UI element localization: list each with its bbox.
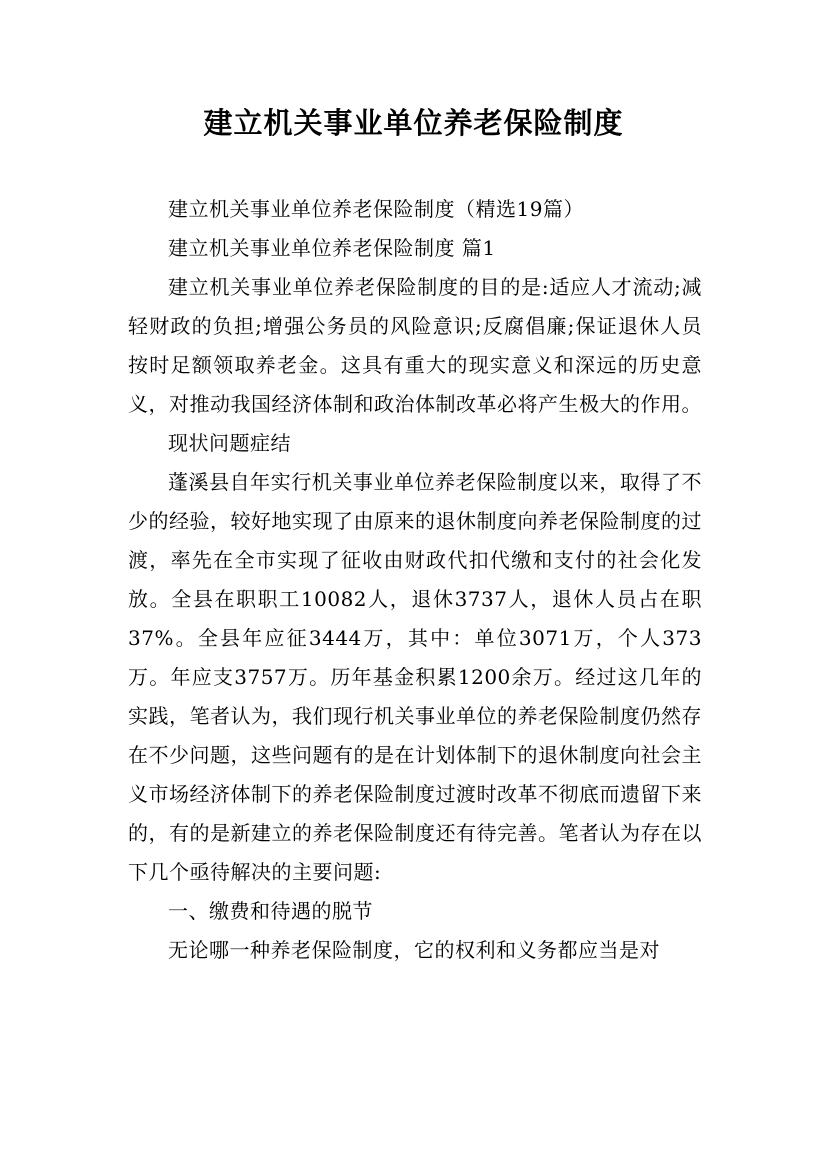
document-title: 建立机关事业单位养老保险制度 bbox=[203, 106, 624, 140]
body-paragraph: 建立机关事业单位养老保险制度的目的是:适应人才流动;减轻财政的负担;增强公务员的风险意识;反腐倡廉;保证退休人员按时足额领取养老金。这具有重大的现实意义和深远的历史意义，对推动我国经济体制和政治体制改革必将产生极大的作用。 bbox=[128, 275, 702, 416]
body-paragraph: 蓬溪县自年实行机关事业单位养老保险制度以来，取得了不少的经验，较好地实现了由原来的退休制度向养老保险制度的过渡，率先在全市实现了征收由财政代扣代缴和支付的社会化发放。全县在职职工10082人，退休3737人，退休人员占在职37%。全县年应征3444万，其中：单位3071万，个人373万。年应支3757万。历年基金积累1200余万。经过这几年的实践，笔者认为，我们现行机关事业单位的养老保险制度仍然存在不少问题，这些问题有的是在计划体制下的退休制度向社会主义市场经济体制下的养老保险制度过渡时改革不彻底而遗留下来的，有的是新建立的养老保险制度还有待完善。笔者认为存在以下几个亟待解决的主要问题: bbox=[128, 470, 702, 884]
section-heading: 一、缴费和待遇的脱节 bbox=[168, 899, 373, 923]
body-paragraph: 无论哪一种养老保险制度，它的权利和义务都应当是对 bbox=[168, 938, 660, 962]
section-heading: 现状问题症结 bbox=[168, 431, 291, 455]
subtitle-line: 建立机关事业单位养老保险制度（精选19篇） bbox=[168, 197, 584, 221]
section-heading: 建立机关事业单位养老保险制度 篇1 bbox=[168, 236, 496, 260]
document-body bbox=[128, 190, 702, 970]
